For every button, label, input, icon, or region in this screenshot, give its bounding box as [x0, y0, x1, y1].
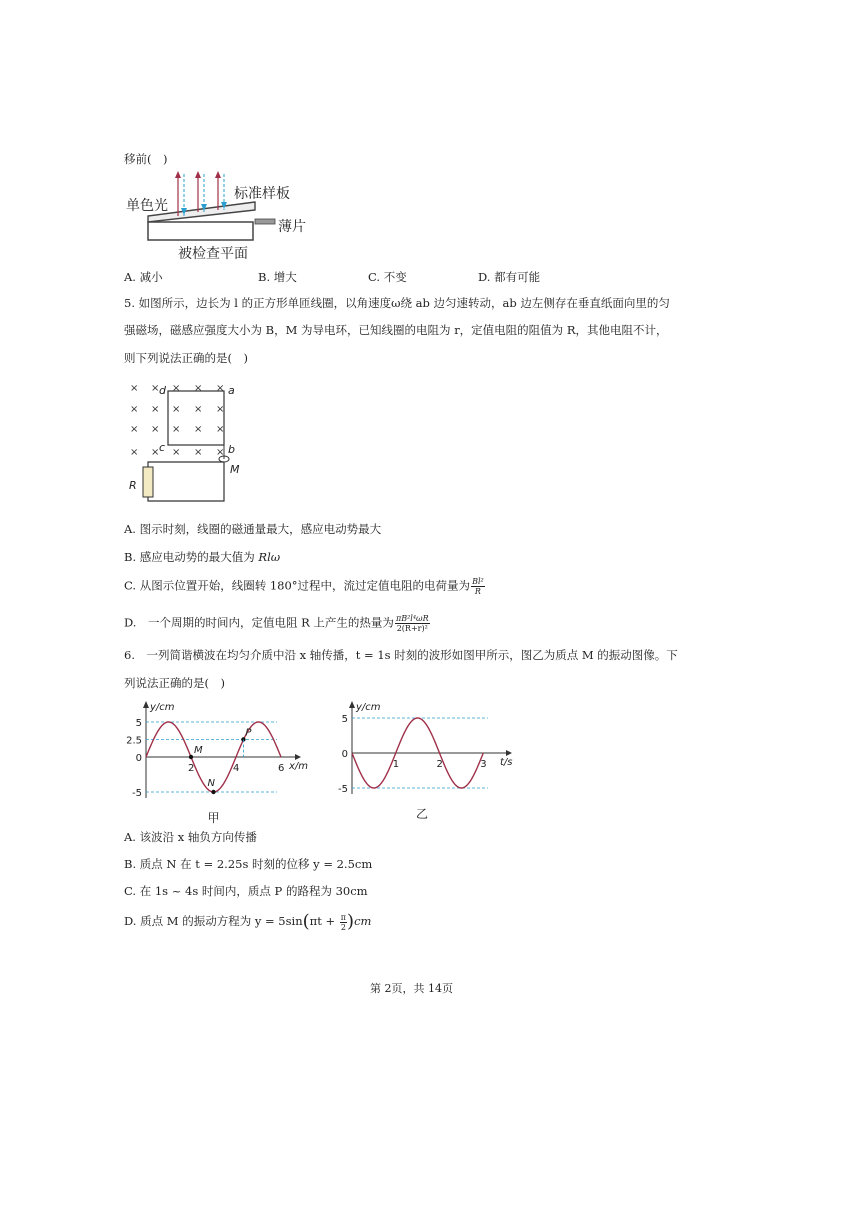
y-tick-label: 5: [135, 718, 142, 729]
fraction: $\frac{\text{Bl²}}{R}$: [472, 577, 484, 596]
point-n: [211, 790, 215, 794]
y-axis-label: y/cm: [356, 702, 381, 713]
svg-text:×: ×: [172, 447, 181, 458]
q4-option-d[interactable]: D. 都有可能: [478, 270, 541, 284]
coil-circuit-figure: [124, 377, 244, 509]
svg-text:×: ×: [151, 424, 160, 435]
svg-text:×: ×: [130, 404, 139, 415]
label-c: c: [159, 441, 166, 454]
label-m: M: [230, 463, 240, 476]
chart-caption: 乙: [416, 807, 429, 821]
resistor-r: [143, 467, 153, 497]
external-circuit: [148, 462, 224, 501]
thin-sheet: [255, 219, 275, 224]
chart-caption: 甲: [207, 811, 220, 825]
q5-stem-line2: 强磁场，磁感应强度大小为 B，M 为导电环，已知线圈的电阻为 r，定值电阻的阻值为 R，其他电阻不计，: [124, 323, 668, 337]
y-tick-label: 0: [341, 749, 348, 760]
q4-option-b[interactable]: B. 增大: [258, 270, 297, 284]
label-thin-sheet: 薄片: [278, 219, 306, 235]
fraction: $\frac{\text{πB²l⁴ωR}}{\text{2(R+r)²}}$: [395, 614, 429, 633]
svg-text:×: ×: [172, 424, 181, 435]
inspected-plane-block: [148, 222, 253, 240]
q5-option-b[interactable]: B. 感应电动势的最大值为 Rlω: [124, 550, 281, 564]
label-light: 单色光: [126, 198, 168, 214]
point-label-p: P: [245, 727, 252, 739]
svg-text:×: ×: [130, 447, 139, 458]
svg-text:×: ×: [130, 424, 139, 435]
svg-text:×: ×: [194, 383, 203, 394]
q4-continuation: 移前( ): [124, 152, 168, 166]
svg-text:×: ×: [151, 383, 160, 394]
label-b: b: [228, 443, 235, 456]
svg-text:×: ×: [194, 404, 203, 415]
point-label-n: N: [207, 778, 215, 789]
x-axis-arrow: [295, 754, 301, 760]
q5-option-d[interactable]: D. 一个周期的时间内，定值电阻 R 上产生的热量为 $\frac{\text{πB²l⁴ωR}}{\text{2(R+r)²}}$: [124, 614, 429, 633]
x-tick-label: 3: [480, 759, 487, 770]
y-axis-label: y/cm: [150, 702, 175, 713]
y-axis-arrow: [143, 701, 149, 708]
y-tick-label: -5: [132, 788, 142, 799]
label-r: R: [129, 479, 137, 492]
svg-text:×: ×: [216, 383, 225, 394]
point-label-m: M: [194, 745, 203, 756]
q5-stem-line3: 则下列说法正确的是( ): [124, 351, 248, 365]
x-tick-label: 2: [188, 763, 195, 774]
x-tick-label: 1: [392, 759, 400, 770]
q6-option-c[interactable]: C. 在 1s ~ 4s 时间内，质点 P 的路程为 30cm: [124, 884, 368, 898]
wave-chart-jia: [120, 700, 320, 825]
q6-option-a[interactable]: A. 该波沿 x 轴负方向传播: [124, 830, 257, 844]
y-tick-label: 2.5: [126, 735, 142, 747]
label-inspected-plane: 被检查平面: [178, 246, 248, 262]
svg-text:×: ×: [172, 383, 181, 394]
magnetic-field-crosses: [130, 383, 224, 458]
label-a: a: [228, 384, 235, 397]
svg-text:×: ×: [151, 447, 160, 458]
q6-option-d[interactable]: D. 质点 M 的振动方程为 y = 5sin(πt + $\frac{\pi}{2}$ )cm: [124, 911, 372, 932]
x-axis-label: t/s: [500, 757, 513, 768]
svg-text:×: ×: [130, 383, 139, 394]
x-tick-label: 4: [233, 763, 240, 774]
interference-figure: [120, 170, 320, 262]
coil-square: [168, 391, 224, 445]
y-axis-arrow: [349, 701, 355, 708]
x-axis-arrow: [506, 750, 512, 756]
q6-stem-line2: 列说法正确的是( ): [124, 676, 225, 690]
x-tick-label: 2: [436, 759, 443, 770]
q6-stem-line1: 6. 一列简谐横波在均匀介质中沿 x 轴传播，t = 1s 时刻的波形如图甲所示，图乙为质点 M 的振动图像。下: [124, 648, 678, 662]
label-d: d: [159, 384, 166, 397]
q5-option-c[interactable]: C. 从图示位置开始，线圈转 180°过程中，流过定值电阻的电荷量为 $\frac{\text{Bl²}}{R}$: [124, 577, 484, 596]
label-sample-plate: 标准样板: [234, 186, 290, 202]
svg-text:×: ×: [216, 447, 225, 458]
svg-text:×: ×: [216, 424, 225, 435]
y-tick-label: -5: [338, 784, 348, 795]
q4-option-a[interactable]: A. 减小: [124, 270, 163, 284]
svg-text:×: ×: [172, 404, 181, 415]
q4-option-c[interactable]: C. 不变: [368, 270, 407, 284]
y-tick-label: 5: [341, 714, 348, 725]
svg-text:×: ×: [151, 404, 160, 415]
point-m: [189, 755, 193, 759]
q6-option-b[interactable]: B. 质点 N 在 t = 2.25s 时刻的位移 y = 2.5cm: [124, 857, 373, 871]
svg-text:×: ×: [194, 424, 203, 435]
q5-option-a[interactable]: A. 图示时刻，线圈的磁通量最大，感应电动势最大: [124, 522, 382, 536]
fraction: $\frac{\pi}{2}$: [340, 912, 347, 932]
q5-stem-line1: 5. 如图所示，边长为 l 的正方形单匝线圈，以角速度ω绕 ab 边匀速转动，ab 边左侧存在垂直纸面向里的匀: [124, 296, 670, 310]
svg-text:×: ×: [194, 447, 203, 458]
x-tick-label: 6: [278, 763, 285, 774]
svg-text:×: ×: [216, 404, 225, 415]
vibration-chart-yi: [330, 700, 535, 822]
x-axis-label: x/m: [289, 761, 309, 772]
y-tick-label: 0: [135, 753, 142, 764]
page-footer: 第 2页，共 14页: [370, 982, 453, 995]
